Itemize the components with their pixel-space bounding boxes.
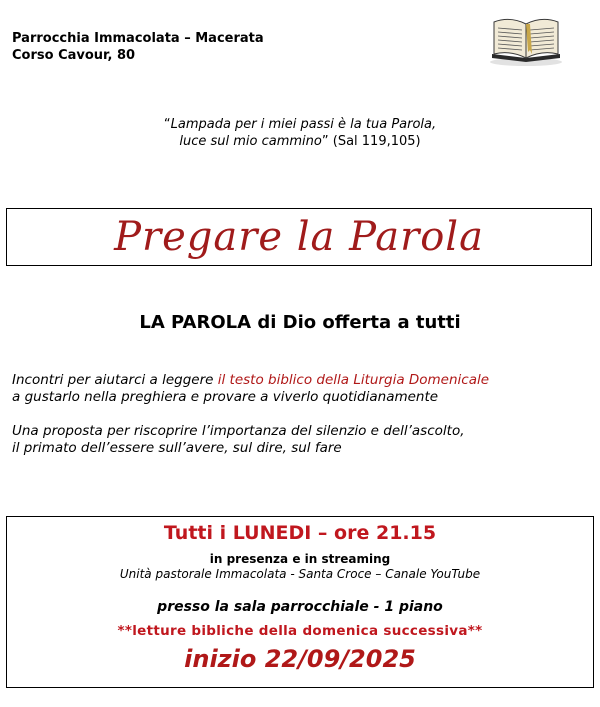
page-title: Pregare la Parola	[114, 214, 484, 260]
event-box	[6, 516, 594, 688]
event-readings: **letture bibliche della domenica successiva**	[117, 623, 483, 639]
purpose-line-2: il primato dell’essere sull’avere, sul dire, sul fare	[12, 440, 342, 456]
intro-line-2: a gustarlo nella preghiera e provare a viverlo quotidianamente	[12, 389, 439, 405]
intro-highlight: il testo biblico della Liturgia Domenicale	[217, 372, 490, 388]
subtitle	[0, 312, 600, 333]
parish-name: Parrocchia Immacolata – Macerata	[12, 31, 264, 46]
event-unit: Unità pastorale Immacolata - Santa Croce – Canale YouTube	[119, 567, 481, 581]
quote-open-mark: “	[163, 117, 171, 132]
purpose-line-1: Una proposta per riscoprire l’importanza del silenzio e dell’ascolto,	[12, 423, 465, 439]
intro-line-1: Incontri per aiutarci a leggere	[12, 372, 218, 388]
event-start-date: inizio 22/09/2025	[184, 645, 416, 673]
intro-paragraph	[12, 372, 489, 406]
event-when: Tutti i LUNEDI – ore 21.15	[163, 522, 437, 544]
purpose-paragraph	[12, 423, 465, 457]
quote-line-1: Lampada per i miei passi è la tua Parola,	[170, 117, 437, 132]
event-mode: in presenza e in streaming	[209, 552, 391, 566]
title-box	[6, 208, 592, 266]
parish-header	[12, 30, 264, 64]
subtitle-rest: di Dio offerta a tutti	[257, 312, 461, 333]
quote-line-2: luce sul mio cammino	[179, 134, 322, 149]
bible-quote	[0, 116, 600, 150]
subtitle-bold: LA PAROLA	[139, 312, 252, 333]
event-place: presso la sala parrocchiale - 1 piano	[157, 599, 443, 615]
parish-address: Corso Cavour, 80	[12, 48, 136, 63]
quote-close-mark: ”	[321, 134, 329, 149]
open-book-icon	[486, 12, 566, 68]
quote-reference: (Sal 119,105)	[332, 134, 421, 149]
